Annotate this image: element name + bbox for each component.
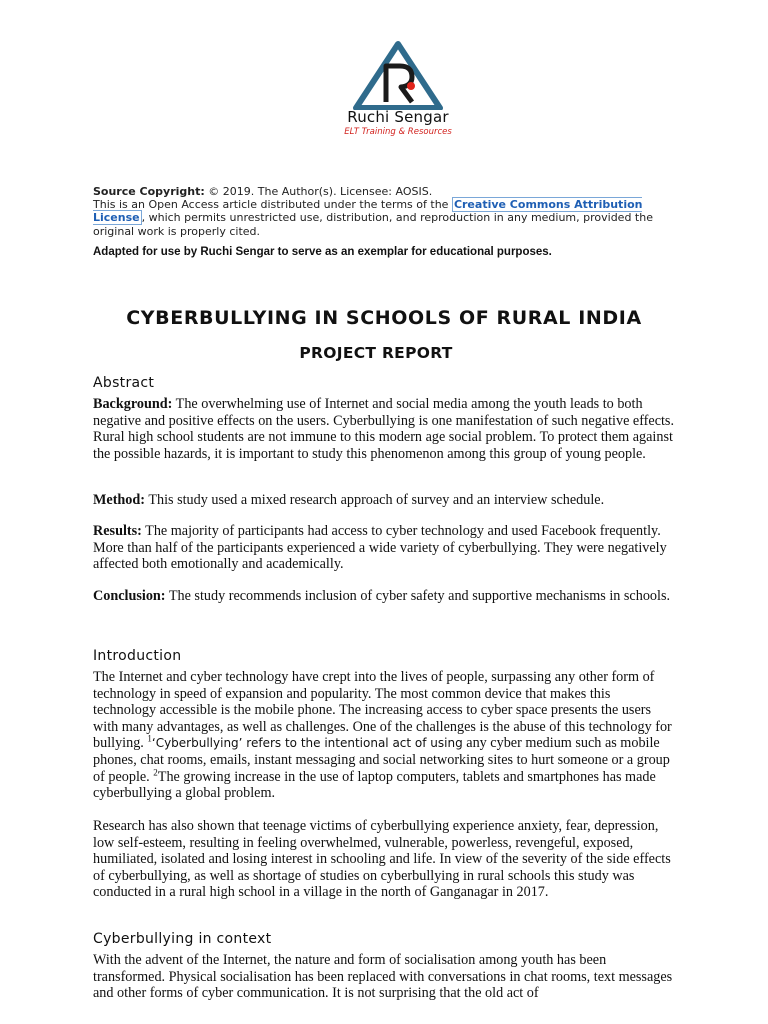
- license-terms: , which permits unrestricted use, distribution, and reproduction in any medium, provided the original work is properly cited.: [93, 211, 653, 238]
- footnote-2: 2: [153, 766, 158, 777]
- brand-logo: [338, 40, 458, 140]
- abstract-results: [93, 523, 676, 573]
- logo-name: Ruchi Sengar: [347, 108, 449, 126]
- document-title: CYBERBULLYING IN SCHOOLS OF RURAL INDIA: [126, 307, 642, 329]
- intro-p1-c: any cyber medium such as mobile phones, chat rooms, emails, instant messaging and social networking sites to hurt someone or a group of people.: [93, 735, 670, 785]
- copyright-label: Source Copyright:: [93, 185, 205, 198]
- license-intro: This is an Open Access article distributed under the terms of the: [93, 198, 449, 212]
- context-paragraph-1: With the advent of the Internet, the nature and form of socialisation among youth has been transformed. Physical socialisation has been replaced with conversations in chat rooms, text messages and other forms of cyber communication. It is not surprising that the old act of: [93, 952, 673, 1002]
- license-link[interactable]: Creative Commons Attribution License: [93, 198, 643, 225]
- background-label: Background:: [93, 396, 173, 412]
- results-label: Results:: [93, 523, 142, 539]
- background-text: The overwhelming use of Internet and social media among the youth leads to both negative and positive effects on the users. Cyberbullying is one manifestation of such negative effects. Rural high school students are not immune to this modern age social problem. To protect them against the possible hazards, it is important to study this phenomenon among this group of young people.: [93, 396, 675, 462]
- introduction-paragraph-2: Research has also shown that teenage victims of cyberbullying experience anxiety, fear, depression, low self-esteem, resulting in feeling overwhelmed, vulnerable, powerless, revengeful, exposed, humiliated, isolated and losing interest in schooling and life. In view of the severity of the side effects of cyberbullying, as well as shortage of studies on cyberbullying in rural schools this study was conducted in a rural high school in a village in the north of Ganganagar in 2017.: [93, 818, 671, 901]
- intro-p1-d: The growing increase in the use of laptop computers, tablets and smartphones has made cyberbullying a global problem.: [93, 768, 656, 802]
- context-heading: Cyberbullying in context: [93, 931, 272, 947]
- copyright-notice: [93, 185, 693, 238]
- introduction-paragraph-1: [93, 669, 676, 802]
- abstract-background: [93, 396, 676, 462]
- conclusion-label: Conclusion:: [93, 588, 166, 604]
- adaptation-note: Adapted for use by Ruchi Sengar to serve as an exemplar for educational purposes.: [93, 246, 552, 258]
- abstract-heading: Abstract: [93, 375, 155, 391]
- abstract-method: [93, 492, 676, 509]
- intro-p1-a: The Internet and cyber technology have crept into the lives of people, surpassing any other form of technology in speed of expansion and popularity. The most common device that makes this technology accessible is the mobile phone. The increasing access to cyber space presents the users with many advantages, as well as challenges. One of the challenges is the abuse of this technology for bullying.: [93, 669, 672, 752]
- method-text: This study used a mixed research approach of survey and an interview schedule.: [148, 492, 605, 508]
- document-subtitle: PROJECT REPORT: [299, 344, 453, 362]
- conclusion-text: The study recommends inclusion of cyber safety and supportive mechanisms in schools.: [168, 588, 671, 604]
- method-label: Method:: [93, 492, 146, 508]
- copyright-text: © 2019. The Author(s). Licensee: AOSIS.: [208, 185, 433, 198]
- introduction-heading: Introduction: [93, 648, 182, 664]
- footnote-1: 1: [147, 733, 152, 744]
- intro-p1-b: ‘Cyberbullying’ refers to the intentional act of using: [151, 736, 463, 751]
- results-text: The majority of participants had access to cyber technology and used Facebook frequently. More than half of the participants experienced a wide variety of cyberbullying. They were negatively affected both emotionally and academically.: [93, 523, 667, 573]
- abstract-conclusion: [93, 588, 676, 605]
- logo-triangle-icon: [338, 40, 458, 110]
- logo-tagline: ELT Training & Resources: [344, 127, 452, 137]
